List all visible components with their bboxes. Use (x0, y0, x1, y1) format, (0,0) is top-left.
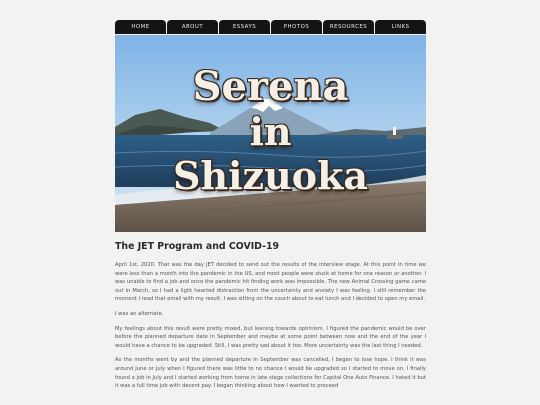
site-title-line2: in (249, 108, 292, 154)
post (115, 241, 426, 391)
site-title (115, 35, 426, 232)
site-title-line3: Shizuoka (172, 152, 368, 198)
nav-about[interactable]: ABOUT (167, 20, 218, 34)
post-title[interactable]: The JET Program and COVID-19 (115, 241, 280, 252)
post-paragraph: My feelings about this result were pretty mixed, but leaning towards optimism. I figured the pandemic would be over before the planned departure date in September and maybe at some point between now and the end of the year I would have a chance to be upgraded. Still, I was pretty sad about it too. More uncertainty was the last thing I needed. (115, 325, 426, 349)
nav-home[interactable]: HOME (115, 20, 166, 34)
nav-essays[interactable]: ESSAYS (219, 20, 270, 34)
post-paragraph: April 1st, 2020. That was the day JET decided to send out the results of the interview stage. At this point in time we were less than a month into the pandemic in the US, and most people were stuck at home for one reason or another. I was unable to find a job and once the pandemic hit finding work was impossible. The new Animal Crossing game came out in March, so I had a light hearted distraction from the uncertainty and anxiety I was feeling. I still remember the moment I read that email with my result. I was sitting on the couch about to eat lunch and I decided to open my email. (115, 262, 426, 303)
main-nav (115, 20, 426, 34)
nav-resources[interactable]: RESOURCES (323, 20, 374, 34)
header-banner[interactable] (115, 35, 426, 232)
page-container (115, 20, 426, 397)
nav-photos[interactable]: PHOTOS (271, 20, 322, 34)
nav-links[interactable]: LINKS (375, 20, 426, 34)
post-paragraph: As the months went by and the planned departure in September was cancelled, I began to lose hope. I think it was around June or July when I figured there was little to no chance I would be upgraded so I started to move on. I finally found a job in July and I started working from home in late stage collections for Capital One Auto Finance. I hated it but it was a full time job with decent pay. I began thinking about how I wanted to proceed (115, 357, 426, 390)
post-paragraph: I was an alternate. (115, 310, 164, 317)
site-title-line1: Serena (192, 62, 349, 110)
